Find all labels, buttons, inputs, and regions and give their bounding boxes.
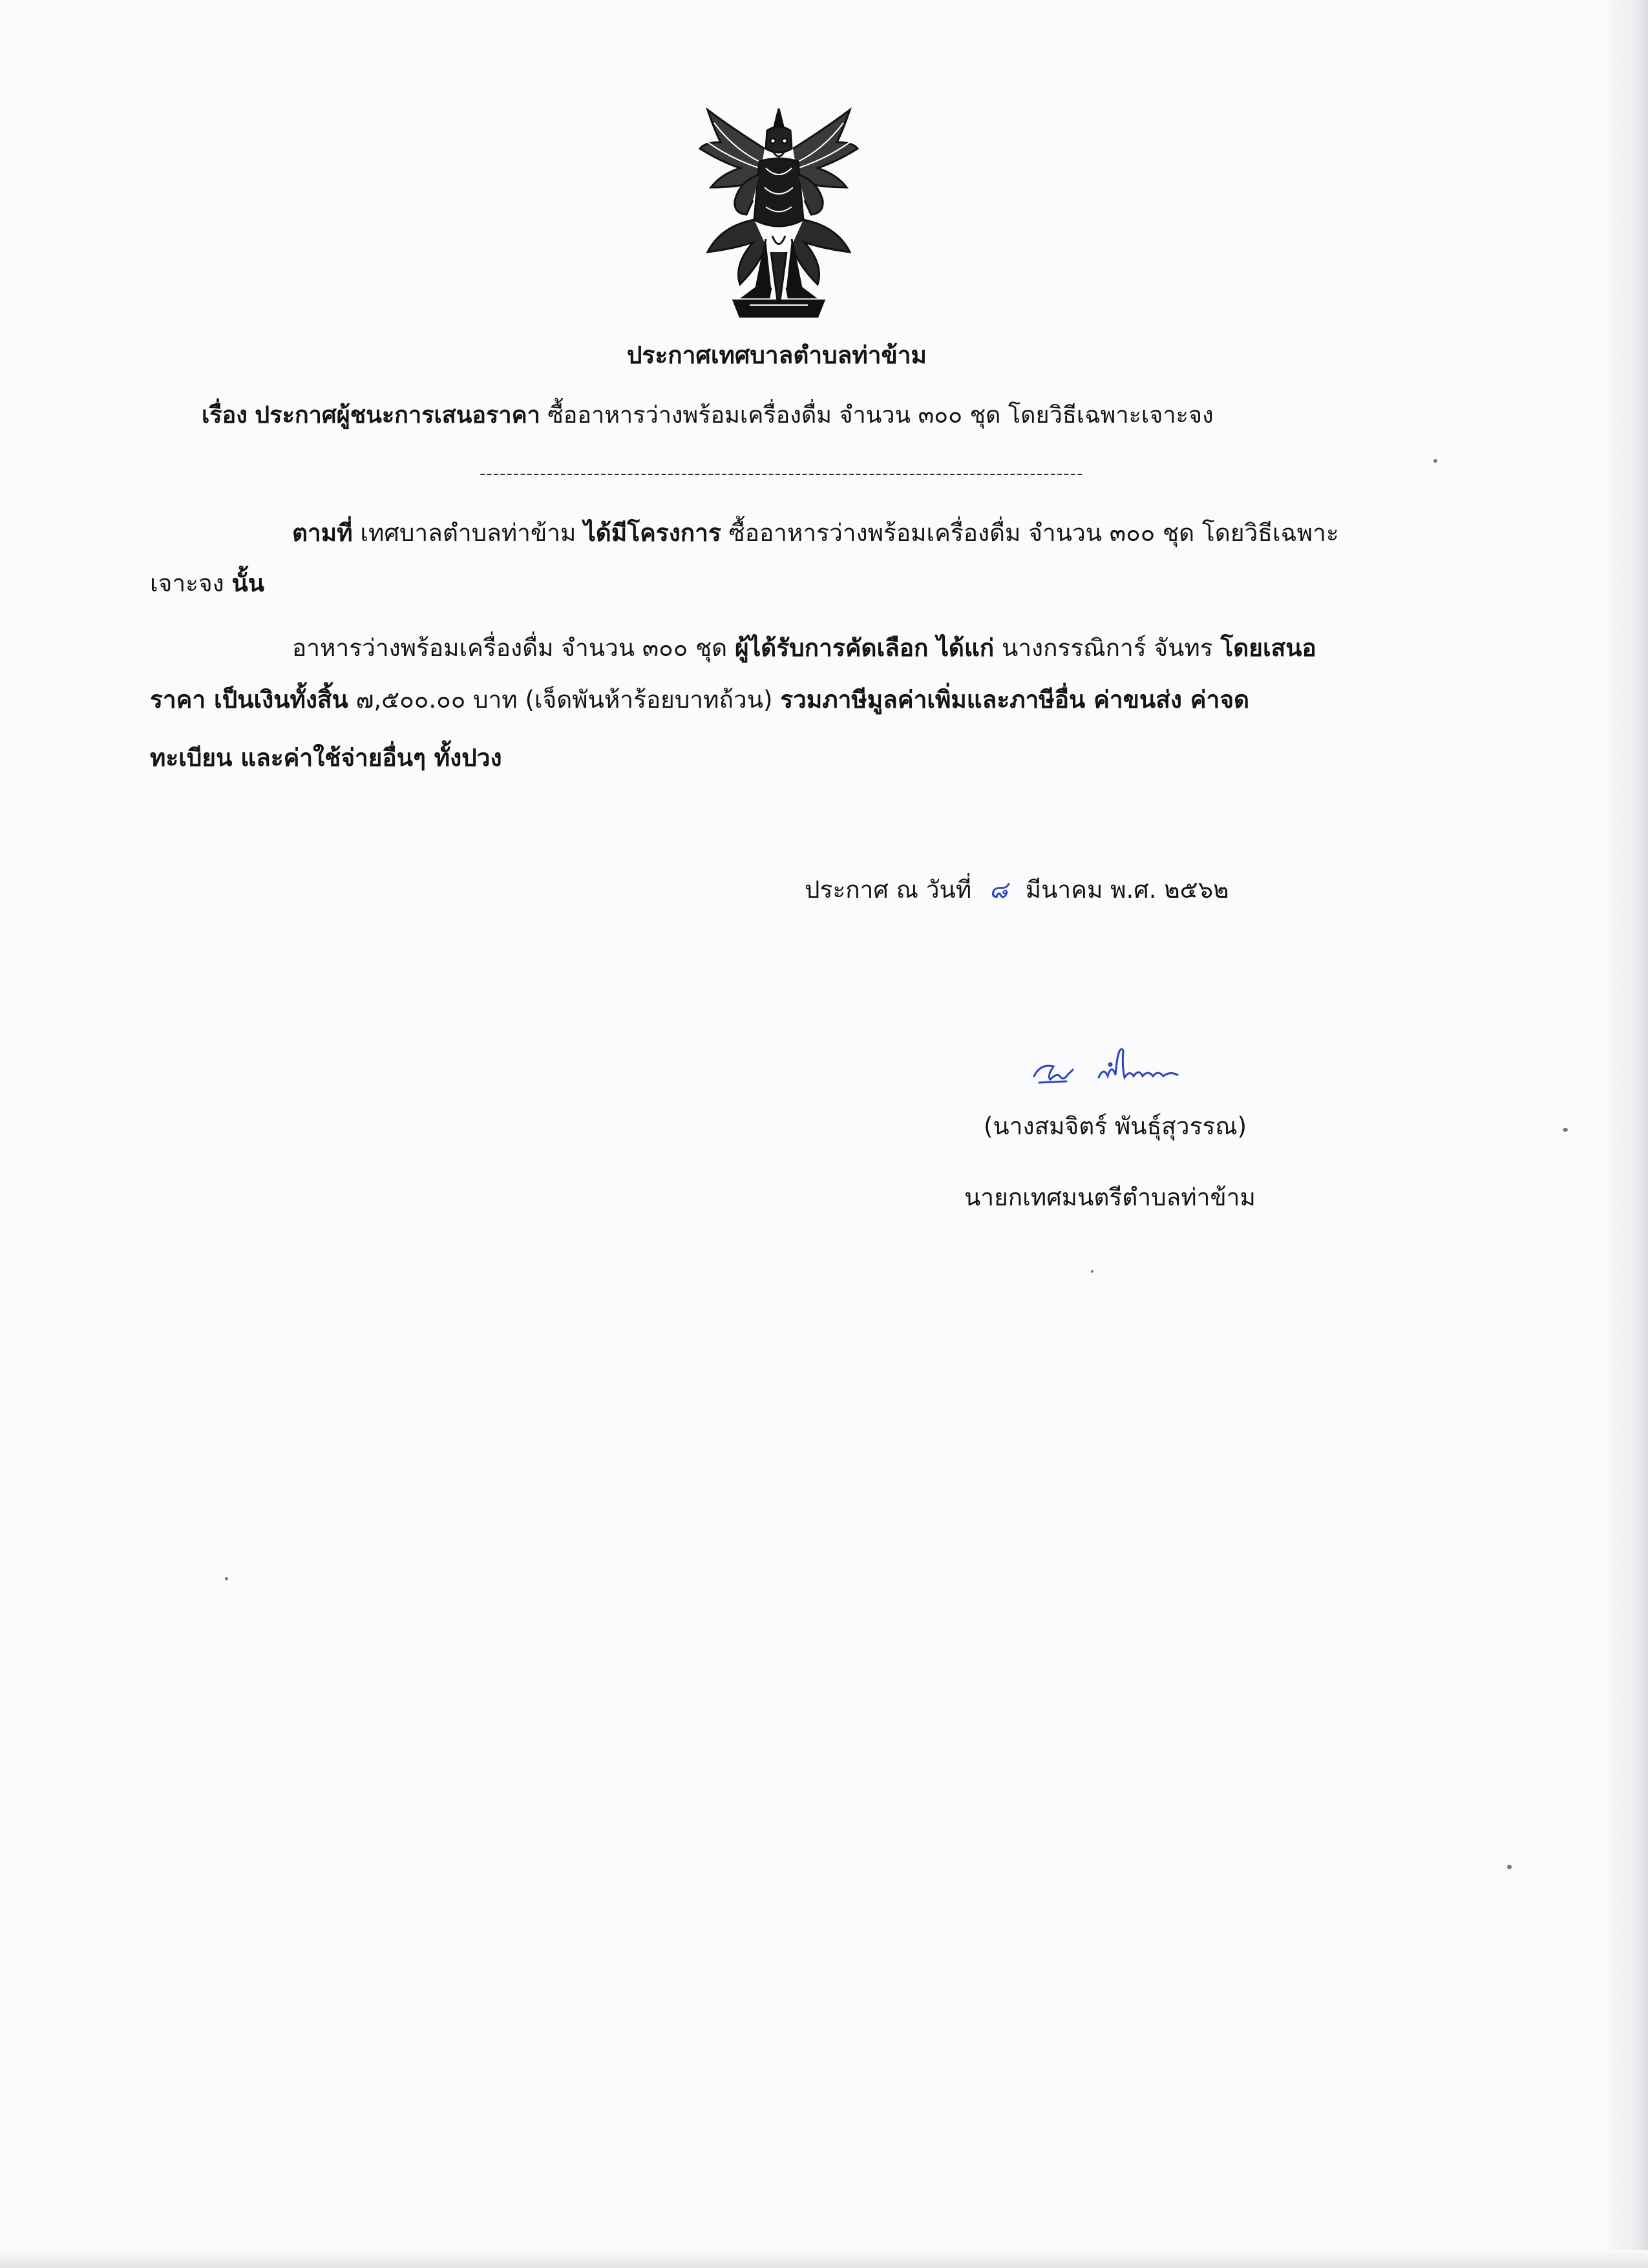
paragraph1-part1: เทศบาลตำบลท่าข้าม	[360, 519, 576, 547]
paragraph2-line1	[292, 632, 1316, 664]
scan-edge-right	[1609, 0, 1648, 2268]
paragraph1-line1	[292, 517, 1339, 549]
paragraph1-line2	[150, 567, 264, 600]
paragraph1-bold2: ได้มีโครงการ	[584, 519, 721, 547]
subject-bold-text: ประกาศผู้ชนะการเสนอราคา	[255, 402, 540, 429]
date-day: ๘	[989, 876, 1008, 904]
paragraph1-bold3: นั้น	[231, 569, 265, 597]
date-rest: มีนาคม พ.ศ. ๒๕๖๒	[1025, 876, 1229, 904]
scan-speck	[1433, 459, 1437, 463]
scan-speck	[225, 1577, 228, 1580]
scan-edge-bottom	[0, 2250, 1648, 2268]
signer-position: นายกเทศมนตรีตำบลท่าข้าม	[964, 1183, 1256, 1211]
paragraph2-line2-bold2: รวมภาษีมูลค่าเพิ่มและภาษีอื่น ค่าขนส่ง ค่าจด	[780, 686, 1250, 714]
paragraph2-line2-text: ๗,๕๐๐.๐๐ บาท (เจ็ดพันห้าร้อยบาทถ้วน)	[355, 686, 773, 714]
announcement-date	[805, 874, 1229, 906]
paragraph1-line2-text: เจาะจง	[150, 569, 224, 597]
document-subject	[202, 399, 1214, 432]
paragraph1-part2: ซื้ออาหารว่างพร้อมเครื่องดื่ม จำนวน ๓๐๐ ชุด โดยวิธีเฉพาะ	[728, 519, 1339, 547]
scan-speck	[1091, 1270, 1093, 1273]
separator-line: ------------------------------------------------------------------------------------------	[480, 464, 1084, 483]
paragraph2-line2	[150, 684, 1249, 716]
signer-name: (นางสมจิตร์ พันธุ์สุวรรณ)	[984, 1112, 1247, 1140]
paragraph2-line3: ทะเบียน และค่าใช้จ่ายอื่นๆ ทั้งปวง	[150, 744, 502, 772]
scan-speck	[1563, 1128, 1568, 1132]
paragraph1-lead: ตามที่	[292, 519, 353, 547]
paragraph2-line2-bold: ราคา เป็นเงินทั้งสิ้น	[150, 686, 348, 714]
subject-label: เรื่อง	[202, 402, 248, 429]
scan-speck	[1507, 1865, 1512, 1869]
date-prefix: ประกาศ ณ วันที่	[805, 876, 972, 904]
handwritten-signature	[1028, 1037, 1221, 1096]
paragraph2-part1: อาหารว่างพร้อมเครื่องดื่ม จำนวน ๓๐๐ ชุด	[292, 634, 728, 662]
document-title: ประกาศเทศบาลตำบลท่าข้าม	[627, 341, 927, 369]
paragraph2-bold2: โดยเสนอ	[1220, 634, 1316, 662]
paragraph2-bold1: ผู้ได้รับการคัดเลือก ได้แก่	[734, 634, 995, 662]
garuda-emblem-icon	[695, 103, 863, 323]
subject-text: ซื้ออาหารว่างพร้อมเครื่องดื่ม จำนวน ๓๐๐ ชุด โดยวิธีเฉพาะเจาะจง	[547, 402, 1214, 429]
paragraph2-part2: นางกรรณิการ์ จันทร	[1001, 634, 1213, 662]
